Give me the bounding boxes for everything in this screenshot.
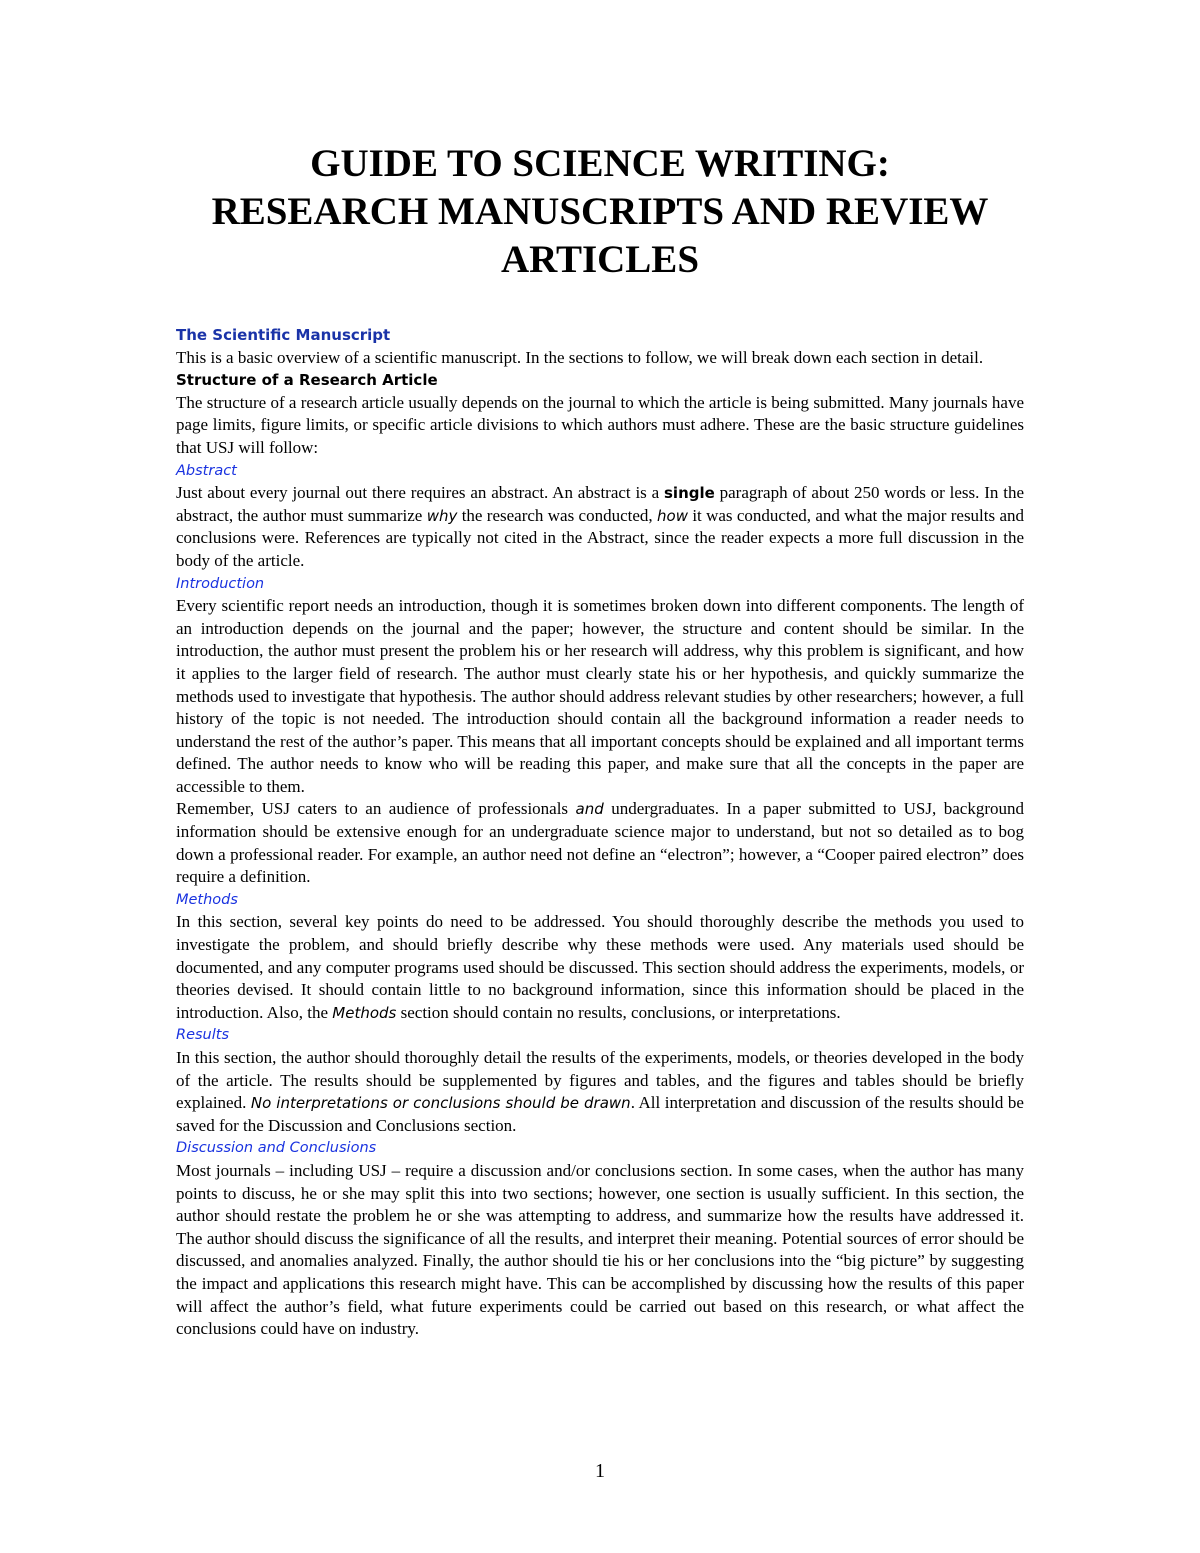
abstract-text-1: Just about every journal out there requires an abstract. An abstract is a: [176, 483, 664, 503]
abstract-text-3: the research was conducted,: [457, 505, 658, 525]
results-text-1: In this section, the author should thoroughly detail the results of the experiments, models, or theories developed in the body of the article. The results should be supplemented by figures and tables, and the figures and tables should be briefly explained.: [176, 1048, 1024, 1113]
abstract-emphasis-why: why: [426, 506, 458, 525]
discussion-paragraph: Most journals – including USJ – require a discussion and/or conclusions section. In some cases, when the author has many points to discuss, he or she may split this into two sections; however, one section is usually sufficient. In this section, the author should restate the problem he or she was attempting to address, and summarize how the results have addressed it. The author should discuss the significance of all the results, and interpret their meaning. Potential sources of error should be discussed, and anomalies analyzed. Finally, the author should tie his or her conclusions into the “big picture” by suggesting the impact and applications this research might have. This can be accomplished by discussing how the results of this paper will affect the author’s field, what future experiments could be carried out based on this research, or what affect the conclusions could have on industry.: [176, 1160, 1024, 1339]
document-title: [176, 140, 1024, 284]
section-heading-abstract: Abstract: [176, 462, 237, 479]
section-heading-scientific-manuscript: The Scientific Manuscript: [176, 326, 391, 344]
scientific-manuscript-paragraph: This is a basic overview of a scientific manuscript. In the sections to follow, we will break down each section in detail.: [176, 347, 984, 367]
structure-paragraph: The structure of a research article usually depends on the journal to which the article is being submitted. Many journals have page limits, figure limits, or specific article divisions to which authors must adhere. These are the basic structure guidelines that USJ will follow:: [176, 392, 1024, 457]
abstract-emphasis-how: how: [657, 506, 688, 525]
abstract-text-2: paragraph of about 250 words or less. In the abstract, the author must summarize: [176, 483, 1024, 525]
section-heading-introduction: Introduction: [176, 575, 265, 592]
introduction-text-2b: undergraduates. In a paper submitted to USJ, background information should be extensive enough for an undergraduate science major to understand, but not so detailed as to bog down a professional reader. For example, an author need not define an “electron”; however, a “Cooper paired electron” does require a definition.: [176, 799, 1024, 887]
abstract-text-4: it was conducted, and what the major results and conclusions were. References are typically not cited in the Abstract, since the reader expects a more full discussion in the body of the article.: [176, 505, 1025, 570]
section-heading-methods: Methods: [176, 891, 238, 908]
results-text-2: . All interpretation and discussion of the results should be saved for the Discussion and Conclusions section.: [176, 1093, 1024, 1135]
methods-text-2: section should contain no results, conclusions, or interpretations.: [396, 1002, 841, 1022]
document-body: [176, 324, 1024, 1341]
page-number: 1: [595, 1460, 605, 1482]
abstract-emphasis-single: single: [664, 484, 715, 503]
title-line-3: ARTICLES: [500, 238, 700, 281]
section-heading-structure: Structure of a Research Article: [176, 371, 438, 390]
section-heading-discussion: Discussion and Conclusions: [176, 1140, 377, 1157]
introduction-text-2a: Remember, USJ caters to an audience of professionals: [176, 799, 576, 819]
document-page: [176, 140, 1024, 1341]
section-heading-results: Results: [176, 1027, 230, 1044]
introduction-paragraph-2: [176, 798, 1024, 888]
abstract-paragraph: [176, 482, 1024, 572]
results-paragraph: [176, 1047, 1024, 1137]
methods-text-1: In this section, several key points do need to be addressed. You should thoroughly describe the methods you used to investigate the problem, and should briefly describe why these methods were used. Any materials used should be documented, and any computer programs used should be discussed. This section should address the experiments, models, or theories devised. It should contain little to no background information, since this information should be placed in the introduction. Also, the: [176, 912, 1024, 1022]
methods-paragraph: [176, 911, 1024, 1024]
introduction-emphasis-and: and: [575, 800, 604, 819]
methods-emphasis: Methods: [332, 1003, 397, 1022]
title-line-2: RESEARCH MANUSCRIPTS AND REVIEW: [211, 190, 989, 233]
introduction-paragraph-1: Every scientific report needs an introduction, though it is sometimes broken down into different components. The length of an introduction depends on the journal and the paper; however, the structure and content should be similar. In the introduction, the author must present the problem his or her research will address, why this problem is significant, and how it applies to the larger field of research. The author must clearly state his or her hypothesis, and quickly summarize the methods used to investigate that hypothesis. The author should address relevant studies by other researchers; however, a full history of the topic is not needed. The introduction should contain all the background information a reader needs to understand the rest of the author’s paper. This means that all important concepts should be explained and all important terms defined. The author needs to know who will be reading this paper, and make sure that all the concepts in the paper are accessible to them.: [176, 596, 1024, 796]
title-line-1: GUIDE TO SCIENCE WRITING:: [310, 142, 890, 185]
results-emphasis: No interpretations or conclusions should be drawn: [250, 1094, 631, 1113]
